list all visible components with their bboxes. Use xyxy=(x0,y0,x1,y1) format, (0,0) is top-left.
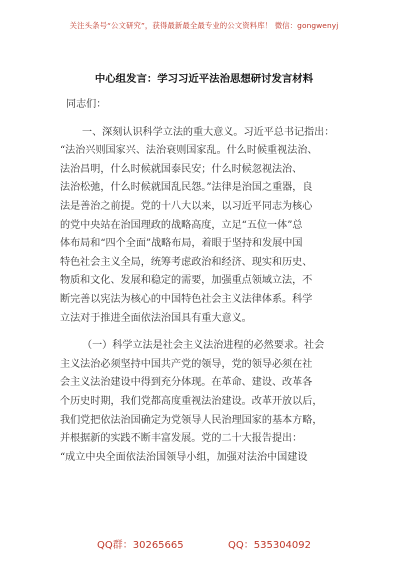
footer-contact xyxy=(0,536,408,551)
paragraph-line: 的党中央站在治国理政的战略高度，立足“五位一体”总 xyxy=(60,219,303,231)
paragraph-line: 法是善治之前提。党的十八大以来，以习近平同志为核心 xyxy=(60,200,313,212)
paragraph-line: 立法对于推进全面依法治国具有重大意义。 xyxy=(60,312,252,324)
paragraph-line: 一、深刻认识科学立法的重大意义。习近平总书记指出： xyxy=(82,126,335,138)
paragraph-line: “成立中央全面依法治国领导小组，加强对法治中国建设 xyxy=(60,451,308,463)
paragraph-line: （一）科学立法是社会主义法治进程的必然要求。社会 xyxy=(82,340,325,352)
paragraph-line: 会主义法治建设中得到充分体现。在革命、建设、改革各 xyxy=(60,377,313,389)
paragraph-line: 法治松弛，什么时候就国乱民怨。”法律是治国之重器，良 xyxy=(60,182,313,194)
document-title: 中心组发言：学习习近平法治思想研讨发言材料 xyxy=(94,73,314,85)
paragraph-1 xyxy=(60,124,360,329)
paragraph-line: 我们党把依法治国确定为党领导人民治理国家的基本方略， xyxy=(60,414,323,426)
paragraph-line: 体布局和“四个全面”战略布局，着眼于坚持和发展中国 xyxy=(60,238,303,250)
paragraph-line: 个历史时期，我们党都高度重视法治建设。改革开放以后， xyxy=(60,395,323,407)
paragraph-line: 特色社会主义全局，统筹考虑政治和经济、现实和历史、 xyxy=(60,256,313,268)
paragraph-line: 断完善以宪法为核心的中国特色社会主义法律体系。科学 xyxy=(60,293,313,305)
qq-number: QQ：535304092 xyxy=(228,540,312,551)
paragraph-line: 主义法治必须坚持中国共产党的领导，党的领导必须在社 xyxy=(60,358,313,370)
paragraph-2 xyxy=(60,337,360,467)
paragraph-line: “法治兴则国家兴、法治衰则国家乱。什么时候重视法治、 xyxy=(60,145,318,157)
paragraph-line: 并根据新的实践不断丰富发展。党的二十大报告提出： xyxy=(60,433,303,445)
header-banner: 关注头条号“公文研究”，获得最新最全最专业的公文资料库！ 微信：gongwenyj xyxy=(69,21,339,30)
paragraph-line: 物质和文化、发展和稳定的需要，加强重点领域立法，不 xyxy=(60,275,313,287)
qq-group-number: QQ群：30265665 xyxy=(96,540,184,551)
salutation: 同志们： xyxy=(66,99,107,110)
document-body xyxy=(60,96,360,467)
paragraph-line: 法治昌明，什么时候就国泰民安；什么时候忽视法治、 xyxy=(60,163,303,175)
